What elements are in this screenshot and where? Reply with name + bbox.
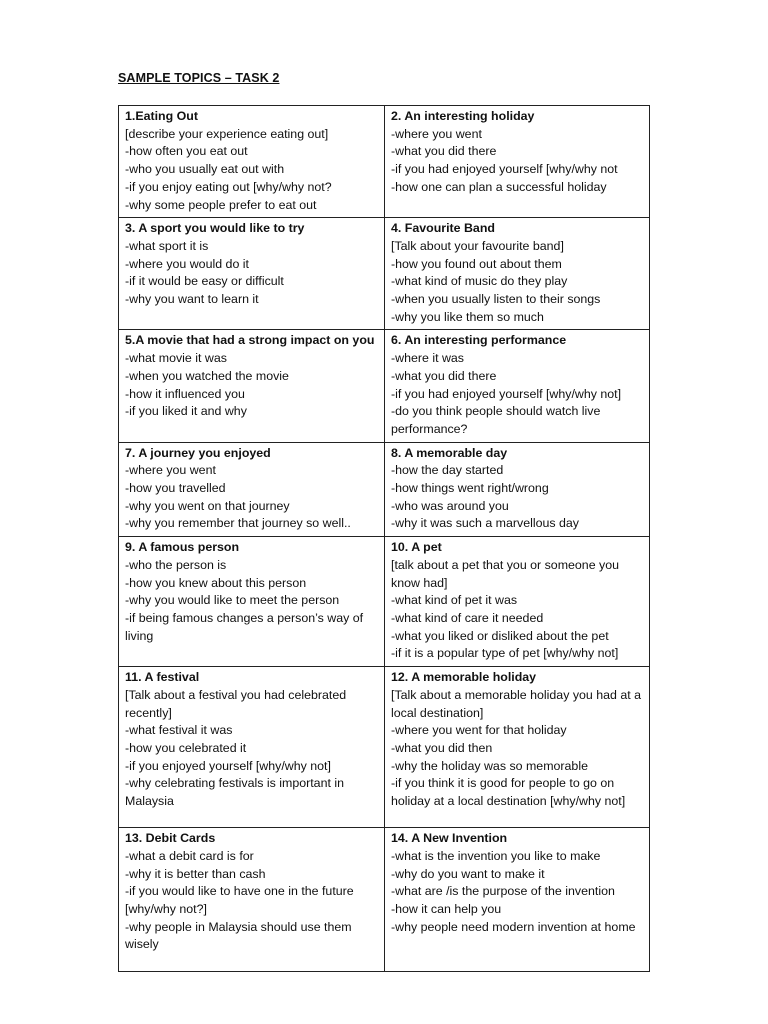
topic-prompt-line: -how the day started	[391, 463, 504, 478]
topic-title: 3. A sport you would like to try	[125, 221, 305, 236]
topic-prompt-line: -why people in Malaysia should use them wisely	[125, 919, 352, 952]
table-row	[119, 828, 650, 972]
topic-prompt-line: -why it is better than cash	[125, 866, 266, 881]
topic-prompt-line: -what festival it was	[125, 723, 233, 738]
topic-prompt-line: -what sport it is	[125, 238, 209, 253]
topic-prompt-line: -how things went right/wrong	[391, 481, 549, 496]
topic-prompt-line: -if being famous changes a person’s way of living	[125, 610, 364, 643]
topic-prompt-line: -why you would like to meet the person	[125, 593, 340, 608]
topic-title: 8. A memorable day	[391, 445, 508, 460]
topic-prompt-line: -where you went	[391, 126, 482, 141]
table-row	[119, 106, 650, 218]
table-row	[119, 442, 650, 537]
topics-table-body	[119, 106, 650, 972]
topic-cell	[385, 828, 650, 972]
topic-prompt-line: -if you had enjoyed yourself [why/why not]	[391, 386, 622, 401]
topic-prompt-line: -where it was	[391, 351, 464, 366]
topic-prompt-line: -why people need modern invention at home	[391, 919, 636, 934]
topic-prompt-line: -why you want to learn it	[125, 292, 259, 307]
topic-prompt-line: -what you did then	[391, 740, 493, 755]
topic-cell	[119, 537, 385, 667]
topic-title: 6. An interesting performance	[391, 333, 567, 348]
topic-cell	[119, 667, 385, 828]
topic-prompt-line: -why you went on that journey	[125, 498, 290, 513]
topic-cell	[119, 442, 385, 537]
topic-prompt-line: -why you remember that journey so well..	[125, 516, 351, 531]
topic-prompt-line: -what you liked or disliked about the pet	[391, 628, 609, 643]
topic-title: 5.A movie that had a strong impact on you	[125, 333, 375, 348]
topic-prompt-line: -do you think people should watch live performance?	[391, 404, 601, 436]
topic-prompt-line: -if it is a popular type of pet [why/why not]	[391, 646, 619, 661]
topic-prompt-line: -why you like them so much	[391, 309, 544, 324]
topic-cell	[385, 442, 650, 537]
topics-table	[118, 105, 650, 972]
topic-prompt-line: -when you watched the movie	[125, 368, 289, 383]
topic-prompt-line: -if you think it is good for people to go on holiday at a local destination [why/why not]	[391, 776, 626, 809]
table-row	[119, 667, 650, 828]
topic-prompt-line: -what are /is the purpose of the invention	[391, 884, 615, 899]
topic-prompt-line: -how often you eat out	[125, 144, 248, 159]
topic-cell	[119, 106, 385, 218]
topic-prompt-line: -if you would like to have one in the future [why/why not?]	[125, 884, 354, 916]
table-row	[119, 537, 650, 667]
topic-cell	[385, 330, 650, 442]
topic-prompt-line: -why do you want to make it	[391, 866, 545, 881]
topic-title: 9. A famous person	[125, 540, 240, 555]
topic-prompt-line: -if it would be easy or difficult	[125, 274, 284, 289]
topic-prompt-line: -what you did there	[391, 368, 497, 383]
topic-prompt-line: -if you enjoyed yourself [why/why not]	[125, 758, 331, 773]
topic-prompt-line: -why the holiday was so memorable	[391, 758, 588, 773]
topic-prompt-line: -what is the invention you like to make	[391, 848, 601, 863]
topic-cell	[119, 218, 385, 330]
topic-prompt-line: -where you went for that holiday	[391, 723, 567, 738]
topic-title: 11. A festival	[125, 670, 200, 685]
topic-cell	[385, 667, 650, 828]
topic-title: 13. Debit Cards	[125, 831, 216, 846]
topic-prompt-line: -what kind of pet it was	[391, 593, 518, 608]
topic-cell	[385, 106, 650, 218]
topic-prompt-line: -if you liked it and why	[125, 404, 247, 419]
topic-cell	[385, 537, 650, 667]
topic-prompt-line: [describe your experience eating out]	[125, 126, 329, 141]
topic-prompt-line: -how you knew about this person	[125, 575, 307, 590]
topic-cell	[385, 218, 650, 330]
topic-prompt-line: -who the person is	[125, 557, 227, 572]
topic-title: 10. A pet	[391, 540, 442, 555]
topic-title: 1.Eating Out	[125, 109, 198, 123]
topic-prompt-line: -if you enjoy eating out [why/why not?	[125, 179, 332, 194]
topic-prompt-line: -where you would do it	[125, 256, 249, 271]
topic-prompt-line: -why celebrating festivals is important in Malaysia	[125, 776, 344, 809]
topic-prompt-line: -why it was such a marvellous day	[391, 516, 579, 531]
topic-prompt-line: -what you did there	[391, 144, 497, 159]
topic-prompt-line: [Talk about a festival you had celebrated recently]	[125, 687, 347, 720]
topic-prompt-line: -what movie it was	[125, 351, 227, 366]
topic-prompt-line: -if you had enjoyed yourself [why/why not	[391, 162, 618, 177]
page-title: SAMPLE TOPICS – TASK 2	[118, 71, 280, 85]
topic-title: 12. A memorable holiday	[391, 670, 537, 685]
topic-prompt-line: -how one can plan a successful holiday	[391, 179, 607, 194]
topic-title: 7. A journey you enjoyed	[125, 445, 271, 460]
topic-prompt-line: -what kind of care it needed	[391, 610, 544, 625]
table-row	[119, 330, 650, 442]
topic-prompt-line: -where you went	[125, 463, 216, 478]
topic-prompt-line: -how you found out about them	[391, 256, 562, 271]
topic-prompt-line: -how it influenced you	[125, 386, 245, 401]
topic-prompt-line: -who was around you	[391, 498, 509, 513]
table-row	[119, 218, 650, 330]
topic-prompt-line: -how you celebrated it	[125, 740, 247, 755]
topic-title: 2. An interesting holiday	[391, 109, 535, 123]
topic-prompt-line: -how you travelled	[125, 481, 226, 496]
topic-prompt-line: [Talk about your favourite band]	[391, 238, 564, 253]
topic-prompt-line: [Talk about a memorable holiday you had at a local destination]	[391, 687, 642, 720]
topic-title: 14. A New Invention	[391, 831, 508, 846]
topic-prompt-line: -who you usually eat out with	[125, 162, 285, 177]
topic-prompt-line: -why some people prefer to eat out	[125, 197, 317, 212]
topic-cell	[119, 330, 385, 442]
topic-title: 4. Favourite Band	[391, 221, 495, 236]
topic-prompt-line: -when you usually listen to their songs	[391, 292, 601, 307]
topic-prompt-line: -what kind of music do they play	[391, 274, 568, 289]
topic-prompt-line: -how it can help you	[391, 901, 502, 916]
topic-prompt-line: [talk about a pet that you or someone you know had]	[391, 557, 619, 590]
topic-cell	[119, 828, 385, 972]
topic-prompt-line: -what a debit card is for	[125, 848, 254, 863]
